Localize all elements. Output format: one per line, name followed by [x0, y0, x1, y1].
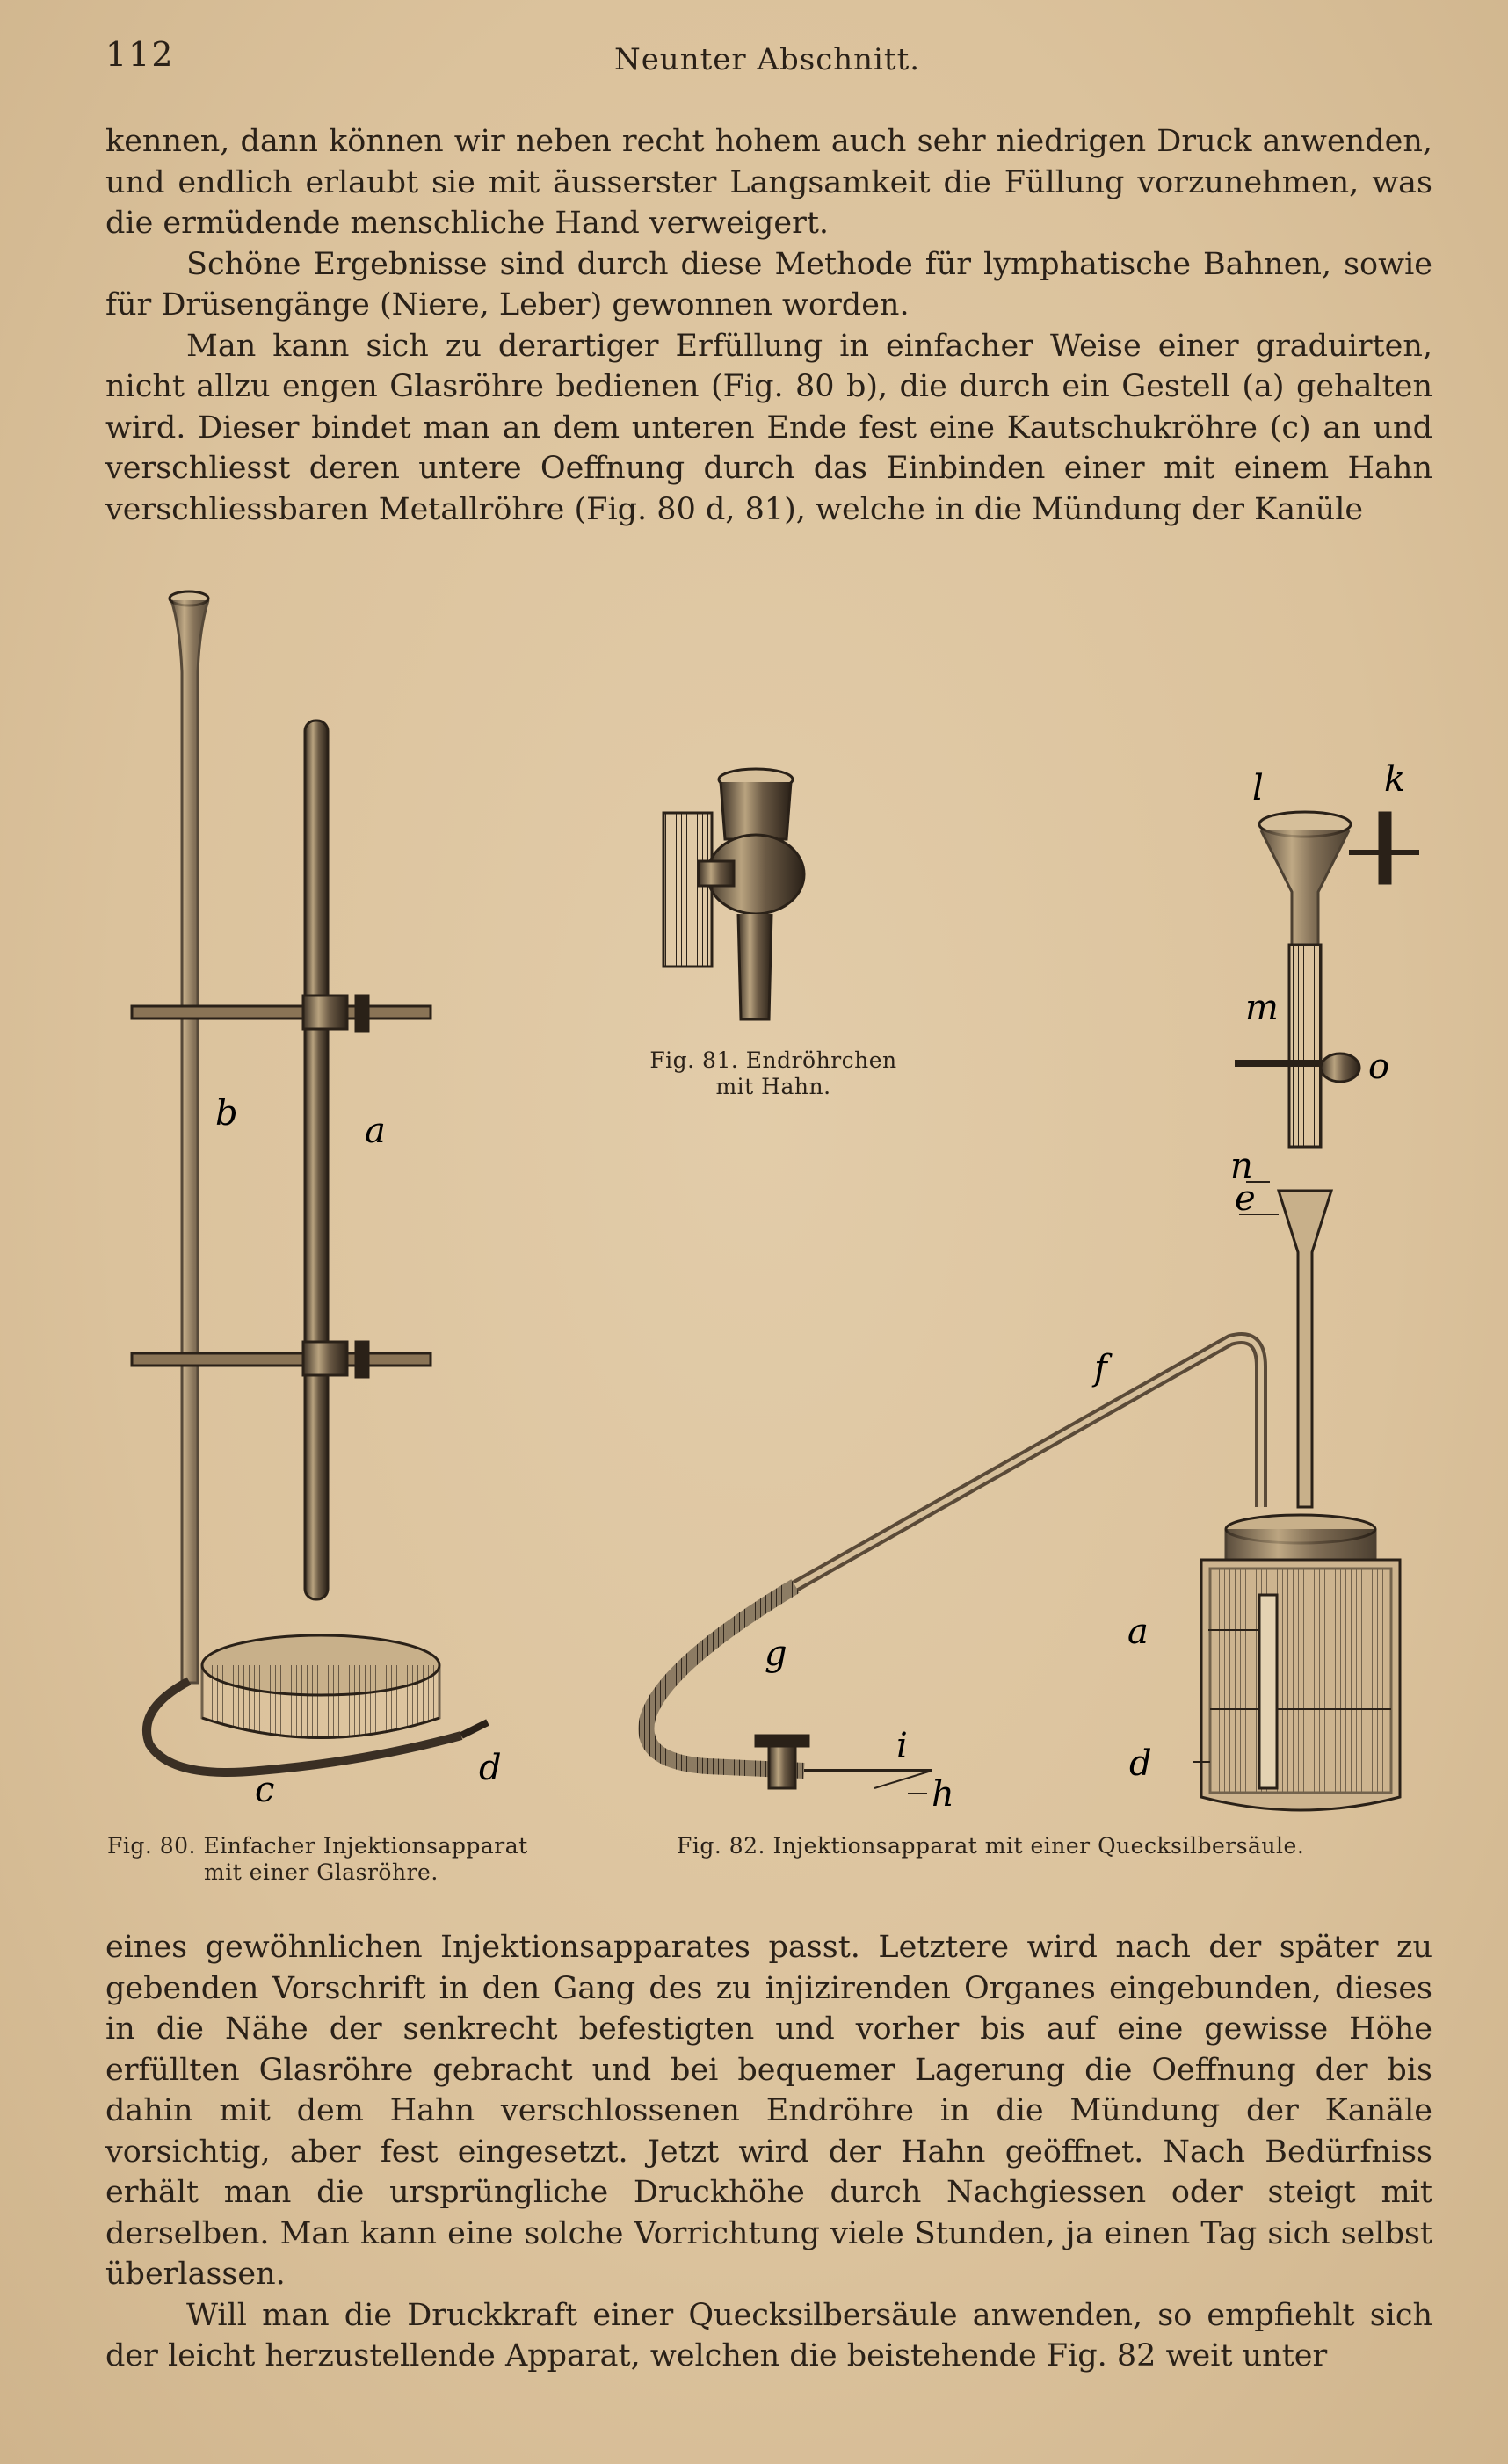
fig82-label-e: e [1235, 1178, 1256, 1219]
fig82-label-a: a [1127, 1612, 1149, 1652]
fig82-label-g: g [765, 1634, 787, 1674]
fig82-label-h: h [932, 1774, 954, 1815]
fig80-label-c: c [255, 1770, 275, 1810]
fig82-label-d: d [1129, 1743, 1152, 1784]
fig80-apparatus [132, 591, 488, 1772]
figures-illustration [101, 576, 1419, 1841]
fig81-caption [615, 1047, 932, 1100]
fig82-label-l: l [1252, 768, 1264, 808]
fig80-label-d: d [479, 1748, 502, 1788]
top-text-block [105, 121, 1432, 530]
fig80-caption [107, 1833, 634, 1886]
fig82-label-n: n [1230, 1146, 1253, 1186]
figure-area [101, 576, 1419, 1841]
fig82-caption: Fig. 82. Injektionsapparat mit einer Quecksilbersäule. [677, 1833, 1305, 1859]
bottom-text-block [105, 1927, 1432, 2377]
fig80-caption-line1: Fig. 80. Einfacher Injektionsapparat [107, 1833, 528, 1859]
fig82-label-f: f [1094, 1348, 1107, 1388]
paragraph: Will man die Druckkraft einer Quecksilbersäule anwenden, so empfiehlt sich der leicht herzustellende Apparat, welchen die beistehende Fig. 82 weit unter [105, 2297, 1432, 2373]
fig81-stopcock [663, 769, 804, 1019]
fig82-label-m: m [1245, 988, 1279, 1028]
fig80-label-b: b [215, 1093, 238, 1134]
paragraph: Schöne Ergebnisse sind durch diese Methode für lymphatische Bahnen, sowie für Drüsengänge (Niere, Leber) gewonnen worden. [105, 246, 1432, 322]
fig82-label-o: o [1368, 1047, 1390, 1087]
fig80-caption-line2: mit einer Glasröhre. [204, 1859, 439, 1885]
page-number: 112 [105, 35, 175, 74]
fig81-caption-line1: Fig. 81. Endröhrchen [649, 1047, 897, 1073]
page-header [105, 35, 1429, 88]
fig82-label-k: k [1384, 759, 1406, 800]
fig80-label-a: a [365, 1111, 386, 1151]
paragraph: kennen, dann können wir neben recht hohem auch sehr niedrigen Druck anwenden, und endlich erlaubt sie mit äusserster Langsamkeit die Füllung vorzunehmen, was die ermüdende menschliche Hand verweigert. [105, 124, 1432, 241]
fig82-label-i: i [896, 1726, 908, 1766]
paragraph: eines gewöhnlichen Injektionsapparates passt. Letztere wird nach der später zu gebenden Vorschrift in den Gang des zu injizirenden Organes eingebunden, dieses in die Nähe der senkrecht befestigten und vorher bis auf eine gewisse Höhe erfüllten Glasröhre gebracht und bei bequemer Lagerung die Oeffnung der bis dahin mit dem Hahn verschlossenen Endröhre in die Mündung der Kanäle vorsichtig, aber fest eingesetzt. Jetzt wird der Hahn geöffnet. Nach Bedürfniss erhält man die ursprüngliche Druckhöhe durch Nachgiessen oder steigt mit derselben. Man kann eine solche Vorrichtung viele Stunden, ja einen Tag sich selbst überlassen. [105, 1930, 1432, 2292]
running-head: Neunter Abschnitt. [613, 42, 921, 77]
fig81-caption-line2: mit Hahn. [715, 1074, 831, 1099]
paragraph: Man kann sich zu derartiger Erfüllung in einfacher Weise einer graduirten, nicht allzu engen Glasröhre bedienen (Fig. 80 b), die durch ein Gestell (a) gehalten wird. Dieser bindet man an dem unteren Ende fest eine Kautschukröhre (c) an und verschliesst deren untere Oeffnung durch das Einbinden einer mit einem Hahn verschliessbaren Metallröhre (Fig. 80 d, 81), welche in die Mündung der Kanüle [105, 328, 1432, 527]
